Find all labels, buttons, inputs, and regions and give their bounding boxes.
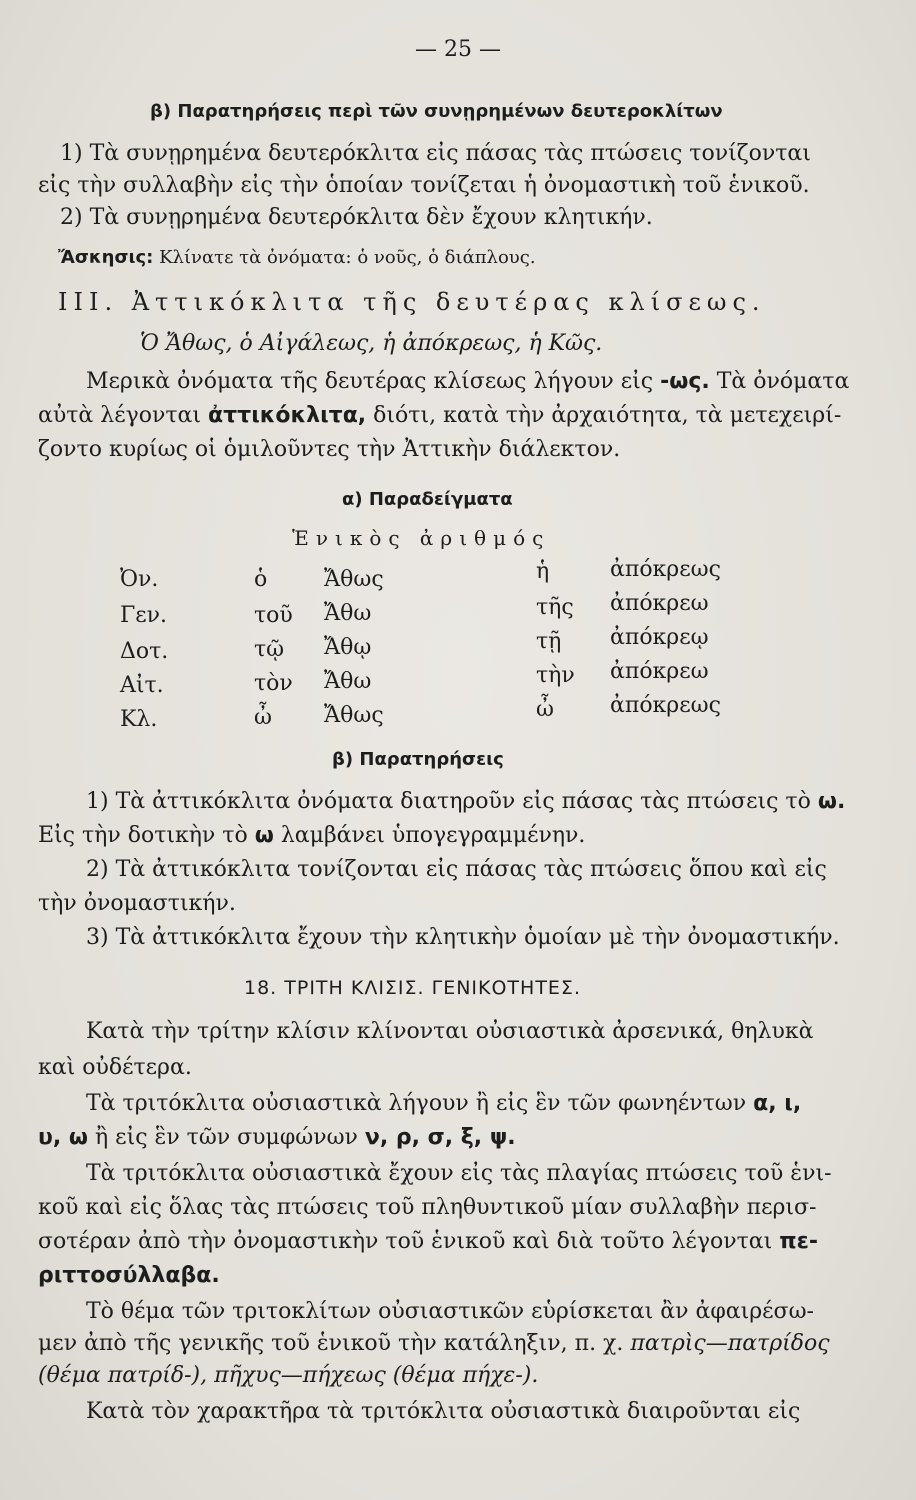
paragraph-line: 3) Τὰ ἀττικόκλιτα ἔχουν τὴν κλητικὴν ὁμοίαν μὲ τὴν ὀνομαστικήν. [86, 925, 840, 950]
paragraph-line [86, 368, 849, 396]
noun-form: ἀπόκρεως [610, 693, 721, 718]
text-run: Τὰ τριτόκλιτα οὐσιαστικὰ λήγουν ἢ εἰς ἓν τῶν φωνηέντων [86, 1091, 747, 1116]
text-run: Μερικὰ ὀνόματα τῆς δευτέρας κλίσεως λήγουν εἰς [86, 369, 654, 394]
letters-bold: α, ι, [753, 1091, 802, 1116]
term-bold: ριττοσύλλαβα. [38, 1263, 220, 1288]
paragraph-line: 1) Τὰ συνῃρημένα δευτερόκλιτα εἰς πάσας τὰς πτώσεις τονίζονται [60, 141, 811, 166]
text-run: σοτέραν ἀπὸ τὴν ὀνομαστικὴν τοῦ ἑνικοῦ καὶ διὰ τοῦτο λέγονται [38, 1229, 773, 1254]
paragraph-line [38, 1330, 830, 1358]
article: τῷ [254, 637, 285, 662]
paragraph-line: Τὸ θέμα τῶν τριτοκλίτων οὐσιαστικῶν εὑρίσκεται ἂν ἀφαιρέσω- [86, 1299, 814, 1324]
paragraph-line [38, 822, 585, 850]
examples-line: Ὁ Ἄθως, ὁ Αἰγάλεως, ἡ ἀπόκρεως, ἡ Κῶς. [140, 331, 603, 356]
text-run: μεν ἀπὸ τῆς γενικῆς τοῦ ἑνικοῦ τὴν κατάληξιν, π. χ. [38, 1331, 624, 1356]
letter-bold: ω. [817, 789, 846, 814]
noun-form: Ἄθω [324, 669, 372, 694]
article: τῆς [536, 595, 574, 620]
example-italic: πῆχυς—πήχεως (θέμα πήχε-). [214, 1363, 539, 1388]
subsection-heading-observations-2: β) Παρατηρήσεις [332, 749, 504, 770]
noun-form: ἀπόκρεως [610, 557, 721, 582]
text-run: Εἰς τὴν δοτικὴν τὸ [38, 823, 248, 848]
noun-form: ἀπόκρεῳ [610, 625, 709, 650]
paragraph-line [86, 1090, 801, 1118]
paragraph-line: Τὰ τριτόκλιτα οὐσιαστικὰ ἔχουν εἰς τὰς πλαγίας πτώσεις τοῦ ἑνι- [86, 1161, 832, 1186]
paragraph-line: εἰς τὴν συλλαβὴν εἰς τὴν ὁποίαν τονίζεται ἡ ὀνομαστικὴ τοῦ ἑνικοῦ. [38, 173, 810, 198]
letters-bold: υ, ω [38, 1125, 88, 1150]
noun-form: Ἄθως [324, 567, 384, 592]
article: ἡ [536, 559, 550, 584]
article: ὦ [254, 705, 272, 730]
noun-form: ἀπόκρεω [610, 659, 709, 684]
paragraph-line: καὶ οὐδέτερα. [38, 1055, 192, 1080]
section-title: III. Ἀττικόκλιτα τῆς δευτέρας κλίσεως. [58, 288, 766, 316]
noun-form: Ἄθω [324, 601, 372, 626]
paragraph-line: Κατὰ τὸν χαρακτῆρα τὰ τριτόκλιτα οὐσιαστικὰ διαιροῦνται εἰς [86, 1399, 801, 1424]
noun-form: ἀπόκρεω [610, 591, 709, 616]
table-heading-singular: Ἑνικὸς ἀριθμός [292, 526, 551, 550]
text-run: λαμβάνει ὑπογεγραμμένην. [280, 823, 586, 848]
page-number: — 25 — [415, 37, 501, 62]
paragraph-line [38, 1262, 220, 1290]
subsection-heading-examples: α) Παραδείγματα [342, 489, 513, 510]
text-run: 1) Τὰ ἀττικόκλιτα ὀνόματα διατηροῦν εἰς πάσας τὰς πτώσεις τὸ [86, 789, 811, 814]
subsection-heading-observations: β) Παρατηρήσεις περὶ τῶν συνῃρημένων δευτεροκλίτων [150, 101, 723, 122]
text-run: ἢ εἰς ἓν τῶν συμφώνων [95, 1125, 358, 1150]
paragraph-line [86, 788, 845, 816]
article: τῇ [536, 629, 562, 654]
article: τὴν [536, 663, 575, 688]
letter-bold: ω [254, 823, 274, 848]
noun-form: Ἄθῳ [324, 635, 372, 660]
case-label: Δοτ. [120, 639, 169, 664]
exercise-label: Ἄσκησις: [58, 247, 154, 268]
noun-form: Ἄθως [324, 703, 384, 728]
exercise-line [58, 244, 536, 272]
article: ὁ [254, 567, 268, 592]
paragraph-line: τὴν ὀνομαστικήν. [38, 891, 236, 916]
paragraph-line [38, 402, 841, 430]
term-bold: ἀττικόκλιτα, [208, 403, 367, 428]
paragraph-line: Κατὰ τὴν τρίτην κλίσιν κλίνονται οὐσιαστικὰ ἀρσενικά, θηλυκὰ [86, 1019, 814, 1044]
term-bold: πε- [779, 1229, 819, 1254]
text-run: αὐτὰ λέγονται [38, 403, 202, 428]
exercise-text: Κλίνατε τὰ ὀνόματα: ὁ νοῦς, ὁ διάπλους. [159, 247, 536, 268]
paragraph-line [38, 1124, 516, 1152]
case-label: Κλ. [120, 707, 158, 732]
article: τὸν [254, 671, 293, 696]
article: τοῦ [254, 603, 293, 628]
paragraph-line: 2) Τὰ συνῃρημένα δευτερόκλιτα δὲν ἔχουν κλητικήν. [60, 205, 653, 230]
ending-bold: -ως. [660, 369, 710, 394]
case-label: Γεν. [120, 603, 168, 628]
paragraph-line: κοῦ καὶ εἰς ὅλας τὰς πτώσεις τοῦ πληθυντικοῦ μίαν συλλαβὴν περισ- [38, 1195, 817, 1220]
text-run: Τὰ ὀνόματα [716, 369, 850, 394]
chapter-heading: 18. ΤΡΙΤΗ ΚΛΙΣΙΣ. ΓΕΝΙΚΟΤΗΤΕΣ. [244, 977, 581, 999]
paragraph-line [38, 1228, 818, 1256]
case-label: Αἰτ. [120, 673, 164, 698]
example-italic: (θέμα πατρίδ-), [38, 1363, 208, 1388]
paragraph-line [38, 1362, 538, 1390]
text-run: διότι, κατὰ τὴν ἀρχαιότητα, τὰ μετεχειρί- [373, 403, 842, 428]
paragraph-line: 2) Τὰ ἀττικόκλιτα τονίζονται εἰς πάσας τὰς πτώσεις ὅπου καὶ εἰς [86, 857, 827, 882]
example-italic: πατρὶς—πατρίδος [630, 1331, 830, 1356]
letters-bold: ν, ρ, σ, ξ, ψ. [364, 1125, 516, 1150]
paragraph-line: ζοντο κυρίως οἱ ὁμιλοῦντες τὴν Ἀττικὴν διάλεκτον. [38, 437, 621, 462]
article: ὦ [536, 697, 554, 722]
case-label: Ὀν. [120, 567, 159, 592]
